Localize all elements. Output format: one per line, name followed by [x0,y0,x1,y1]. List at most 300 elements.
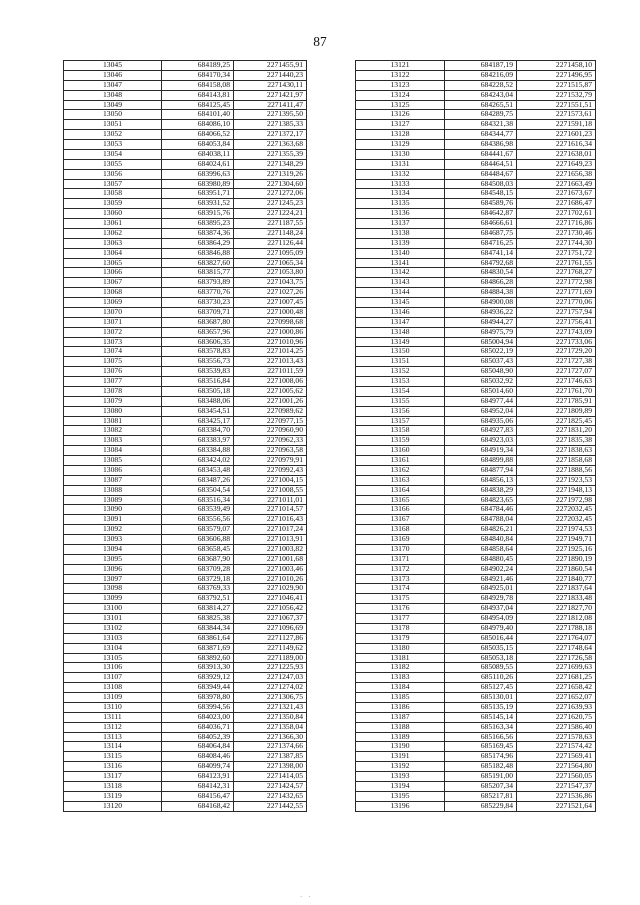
table-row [64,525,307,535]
table-row [356,70,596,80]
table-row [64,584,307,594]
table-row [64,752,307,762]
table-row [356,693,596,703]
y-coordinate-cell: 2271424,57 [234,781,307,791]
x-coordinate-cell: 684156,47 [162,791,234,801]
x-coordinate-cell: 683384,70 [162,426,234,436]
y-coordinate-cell: 2271601,23 [517,130,596,140]
point-number-cell: 13131 [356,159,445,169]
point-number-cell: 13144 [356,288,445,298]
x-coordinate-cell: 684064,84 [162,742,234,752]
table-row [64,614,307,624]
point-number-cell: 13068 [64,288,162,298]
x-coordinate-cell: 683892,60 [162,653,234,663]
table-row [64,347,307,357]
y-coordinate-cell: 2271348,29 [234,159,307,169]
point-number-cell: 13120 [64,801,162,811]
y-coordinate-cell: 2271067,37 [234,614,307,624]
x-coordinate-cell: 685037,43 [445,357,517,367]
point-number-cell: 13128 [356,130,445,140]
y-coordinate-cell: 2271245,23 [234,199,307,209]
point-number-cell: 13110 [64,702,162,712]
x-coordinate-cell: 684975,79 [445,327,517,337]
point-number-cell: 13177 [356,614,445,624]
table-row [356,100,596,110]
y-coordinate-cell: 2271733,06 [517,337,596,347]
x-coordinate-cell: 685110,26 [445,673,517,683]
y-coordinate-cell: 2272032,45 [517,515,596,525]
point-number-cell: 13162 [356,465,445,475]
point-number-cell: 13181 [356,653,445,663]
point-number-cell: 13129 [356,140,445,150]
point-number-cell: 13090 [64,505,162,515]
x-coordinate-cell: 685145,14 [445,712,517,722]
x-coordinate-cell: 683895,23 [162,219,234,229]
point-number-cell: 13136 [356,209,445,219]
table-row [64,288,307,298]
x-coordinate-cell: 684038,11 [162,149,234,159]
y-coordinate-cell: 2270960,90 [234,426,307,436]
point-number-cell: 13174 [356,584,445,594]
x-coordinate-cell: 685127,45 [445,683,517,693]
table-row [356,396,596,406]
x-coordinate-cell: 684441,67 [445,149,517,159]
y-coordinate-cell: 2271355,39 [234,149,307,159]
x-coordinate-cell: 684838,29 [445,485,517,495]
point-number-cell: 13067 [64,278,162,288]
y-coordinate-cell: 2271304,60 [234,179,307,189]
point-number-cell: 13182 [356,663,445,673]
x-coordinate-cell: 684189,25 [162,61,234,71]
point-number-cell: 13151 [356,357,445,367]
point-number-cell: 13103 [64,633,162,643]
point-number-cell: 13172 [356,564,445,574]
y-coordinate-cell: 2271005,62 [234,386,307,396]
x-coordinate-cell: 683425,17 [162,416,234,426]
y-coordinate-cell: 2271729,20 [517,347,596,357]
y-coordinate-cell: 2271016,43 [234,515,307,525]
table-row [64,80,307,90]
table-row [64,209,307,219]
table-row [64,742,307,752]
x-coordinate-cell: 684935,06 [445,416,517,426]
y-coordinate-cell: 2271751,72 [517,248,596,258]
point-number-cell: 13109 [64,693,162,703]
x-coordinate-cell: 684792,68 [445,258,517,268]
y-coordinate-cell: 2271743,09 [517,327,596,337]
point-number-cell: 13154 [356,386,445,396]
y-coordinate-cell: 2271757,94 [517,307,596,317]
y-coordinate-cell: 2271837,64 [517,584,596,594]
table-row [356,742,596,752]
point-number-cell: 13107 [64,673,162,683]
point-number-cell: 13125 [356,100,445,110]
point-number-cell: 13076 [64,367,162,377]
y-coordinate-cell: 2271578,63 [517,732,596,742]
y-coordinate-cell: 2271363,68 [234,140,307,150]
table-row [356,722,596,732]
table-row [356,90,596,100]
table-row [356,732,596,742]
point-number-cell: 13167 [356,515,445,525]
x-coordinate-cell: 684880,45 [445,554,517,564]
x-coordinate-cell: 683864,29 [162,238,234,248]
point-number-cell: 13122 [356,70,445,80]
page-number: 87 [313,34,327,49]
point-number-cell: 13142 [356,268,445,278]
point-number-cell: 13173 [356,574,445,584]
table-row [64,801,307,811]
point-number-cell: 13073 [64,337,162,347]
table-row [356,347,596,357]
y-coordinate-cell: 2271771,69 [517,288,596,298]
point-number-cell: 13060 [64,209,162,219]
x-coordinate-cell: 685032,92 [445,377,517,387]
table-row [64,722,307,732]
x-coordinate-cell: 684687,75 [445,228,517,238]
x-coordinate-cell: 684929,78 [445,594,517,604]
table-row [356,446,596,456]
x-coordinate-cell: 684321,38 [445,120,517,130]
point-number-cell: 13096 [64,564,162,574]
point-number-cell: 13188 [356,722,445,732]
x-coordinate-cell: 685135,19 [445,702,517,712]
point-number-cell: 13193 [356,772,445,782]
y-coordinate-cell: 2271225,93 [234,663,307,673]
y-coordinate-cell: 2271395,50 [234,110,307,120]
y-coordinate-cell: 2270979,91 [234,456,307,466]
x-coordinate-cell: 684823,65 [445,495,517,505]
point-number-cell: 13112 [64,722,162,732]
table-row [356,416,596,426]
y-coordinate-cell: 2271547,37 [517,781,596,791]
table-row [64,762,307,772]
y-coordinate-cell: 2271001,26 [234,396,307,406]
point-number-cell: 13186 [356,702,445,712]
y-coordinate-cell: 2271224,21 [234,209,307,219]
table-row [356,436,596,446]
table-row [356,199,596,209]
table-row [64,159,307,169]
table-row [356,604,596,614]
x-coordinate-cell: 683657,96 [162,327,234,337]
table-row [64,505,307,515]
point-number-cell: 13047 [64,80,162,90]
table-row [356,149,596,159]
point-number-cell: 13170 [356,544,445,554]
table-row [64,702,307,712]
table-row [64,317,307,327]
y-coordinate-cell: 2271840,77 [517,574,596,584]
table-row [356,495,596,505]
x-coordinate-cell: 685163,34 [445,722,517,732]
point-number-cell: 13159 [356,436,445,446]
point-number-cell: 13146 [356,307,445,317]
x-coordinate-cell: 683505,18 [162,386,234,396]
table-row [64,70,307,80]
point-number-cell: 13061 [64,219,162,229]
y-coordinate-cell: 2271620,75 [517,712,596,722]
point-number-cell: 13108 [64,683,162,693]
x-coordinate-cell: 683488,06 [162,396,234,406]
x-coordinate-cell: 683793,89 [162,278,234,288]
y-coordinate-cell: 2271858,68 [517,456,596,466]
x-coordinate-cell: 684977,44 [445,396,517,406]
point-number-cell: 13116 [64,762,162,772]
point-number-cell: 13106 [64,663,162,673]
y-coordinate-cell: 2271564,80 [517,762,596,772]
point-number-cell: 13059 [64,199,162,209]
point-number-cell: 13163 [356,475,445,485]
y-coordinate-cell: 2271411,47 [234,100,307,110]
point-number-cell: 13185 [356,693,445,703]
table-row [64,120,307,130]
table-row [64,653,307,663]
table-row [64,456,307,466]
x-coordinate-cell: 683539,83 [162,367,234,377]
point-number-cell: 13183 [356,673,445,683]
y-coordinate-cell: 2271673,67 [517,189,596,199]
x-coordinate-cell: 685229,84 [445,801,517,811]
point-number-cell: 13158 [356,426,445,436]
table-row [64,248,307,258]
x-coordinate-cell: 683770,76 [162,288,234,298]
y-coordinate-cell: 2271591,18 [517,120,596,130]
table-row [356,268,596,278]
table-row [356,219,596,229]
x-coordinate-cell: 683516,34 [162,495,234,505]
point-number-cell: 13127 [356,120,445,130]
x-coordinate-cell: 684386,98 [445,140,517,150]
table-row [356,61,596,71]
table-row [64,140,307,150]
x-coordinate-cell: 685014,60 [445,386,517,396]
point-number-cell: 13165 [356,495,445,505]
x-coordinate-cell: 684508,03 [445,179,517,189]
point-number-cell: 13088 [64,485,162,495]
table-row [64,357,307,367]
table-row [356,752,596,762]
table-row [356,574,596,584]
table-row [356,584,596,594]
table-row [64,110,307,120]
x-coordinate-cell: 684066,52 [162,130,234,140]
point-number-cell: 13079 [64,396,162,406]
point-number-cell: 13080 [64,406,162,416]
table-row [64,238,307,248]
y-coordinate-cell: 2271029,90 [234,584,307,594]
point-number-cell: 13118 [64,781,162,791]
y-coordinate-cell: 2271649,23 [517,159,596,169]
x-coordinate-cell: 684168,42 [162,801,234,811]
point-number-cell: 13055 [64,159,162,169]
x-coordinate-cell: 683827,60 [162,258,234,268]
y-coordinate-cell: 2271027,26 [234,288,307,298]
y-coordinate-cell: 2271496,95 [517,70,596,80]
point-number-cell: 13111 [64,712,162,722]
point-number-cell: 13070 [64,307,162,317]
point-number-cell: 13190 [356,742,445,752]
y-coordinate-cell: 2271727,38 [517,357,596,367]
y-coordinate-cell: 2271014,25 [234,347,307,357]
y-coordinate-cell: 2271432,65 [234,791,307,801]
table-row [64,179,307,189]
x-coordinate-cell: 683516,84 [162,377,234,387]
y-coordinate-cell: 2271835,38 [517,436,596,446]
x-coordinate-cell: 683579,07 [162,525,234,535]
table-row [64,199,307,209]
x-coordinate-cell: 684884,38 [445,288,517,298]
x-coordinate-cell: 683949,44 [162,683,234,693]
x-coordinate-cell: 684548,15 [445,189,517,199]
point-number-cell: 13178 [356,623,445,633]
point-number-cell: 13155 [356,396,445,406]
y-coordinate-cell: 2271616,34 [517,140,596,150]
x-coordinate-cell: 684228,52 [445,80,517,90]
table-row [356,712,596,722]
point-number-cell: 13160 [356,446,445,456]
y-coordinate-cell: 2271764,07 [517,633,596,643]
table-row [356,456,596,466]
y-coordinate-cell: 2271838,63 [517,446,596,456]
x-coordinate-cell: 685048,90 [445,367,517,377]
y-coordinate-cell: 2271372,17 [234,130,307,140]
table-row [64,663,307,673]
table-row [356,248,596,258]
x-coordinate-cell: 683556,73 [162,357,234,367]
table-row [356,357,596,367]
y-coordinate-cell: 2271681,25 [517,673,596,683]
point-number-cell: 13194 [356,781,445,791]
table-row [356,238,596,248]
y-coordinate-cell: 2271004,15 [234,475,307,485]
point-number-cell: 13166 [356,505,445,515]
y-coordinate-cell: 2271000,48 [234,307,307,317]
y-coordinate-cell: 2271809,89 [517,406,596,416]
point-number-cell: 13098 [64,584,162,594]
coordinates-table-right [355,60,596,812]
x-coordinate-cell: 684099,74 [162,762,234,772]
y-coordinate-cell: 2270992,43 [234,465,307,475]
point-number-cell: 13065 [64,258,162,268]
x-coordinate-cell: 684666,61 [445,219,517,229]
table-row [356,475,596,485]
x-coordinate-cell: 684877,94 [445,465,517,475]
y-coordinate-cell: 2271126,44 [234,238,307,248]
table-row [356,110,596,120]
point-number-cell: 13101 [64,614,162,624]
y-coordinate-cell: 2271053,80 [234,268,307,278]
table-row [356,288,596,298]
y-coordinate-cell: 2271788,18 [517,623,596,633]
x-coordinate-cell: 683687,80 [162,317,234,327]
x-coordinate-cell: 684170,34 [162,70,234,80]
y-coordinate-cell: 2271011,59 [234,367,307,377]
x-coordinate-cell: 684741,14 [445,248,517,258]
point-number-cell: 13066 [64,268,162,278]
point-number-cell: 13064 [64,248,162,258]
y-coordinate-cell: 2271247,03 [234,673,307,683]
point-number-cell: 13189 [356,732,445,742]
x-coordinate-cell: 684187,19 [445,61,517,71]
x-coordinate-cell: 685130,01 [445,693,517,703]
y-coordinate-cell: 2271560,05 [517,772,596,782]
y-coordinate-cell: 2270989,62 [234,406,307,416]
table-row [64,327,307,337]
table-row [356,485,596,495]
x-coordinate-cell: 683861,64 [162,633,234,643]
x-coordinate-cell: 684158,08 [162,80,234,90]
table-row [64,535,307,545]
x-coordinate-cell: 684023,00 [162,712,234,722]
x-coordinate-cell: 683606,35 [162,337,234,347]
point-number-cell: 13123 [356,80,445,90]
point-number-cell: 13196 [356,801,445,811]
y-coordinate-cell: 2271569,41 [517,752,596,762]
x-coordinate-cell: 683951,71 [162,189,234,199]
y-coordinate-cell: 2271017,24 [234,525,307,535]
point-number-cell: 13095 [64,554,162,564]
x-coordinate-cell: 683931,52 [162,199,234,209]
x-coordinate-cell: 684125,45 [162,100,234,110]
point-number-cell: 13093 [64,535,162,545]
y-coordinate-cell: 2271770,06 [517,298,596,308]
table-row [64,61,307,71]
x-coordinate-cell: 683578,83 [162,347,234,357]
table-row [64,416,307,426]
x-coordinate-cell: 683729,18 [162,574,234,584]
x-coordinate-cell: 683846,88 [162,248,234,258]
y-coordinate-cell: 2271127,86 [234,633,307,643]
y-coordinate-cell: 2271008,06 [234,377,307,387]
point-number-cell: 13050 [64,110,162,120]
y-coordinate-cell: 2271699,63 [517,663,596,673]
point-number-cell: 13046 [64,70,162,80]
table-row [356,535,596,545]
table-row [356,278,596,288]
x-coordinate-cell: 684919,34 [445,446,517,456]
y-coordinate-cell: 2271925,16 [517,544,596,554]
y-coordinate-cell: 2271761,70 [517,386,596,396]
x-coordinate-cell: 684784,46 [445,505,517,515]
x-coordinate-cell: 685016,44 [445,633,517,643]
table-row [356,189,596,199]
x-coordinate-cell: 684902,24 [445,564,517,574]
y-coordinate-cell: 2271658,42 [517,683,596,693]
point-number-cell: 13124 [356,90,445,100]
y-coordinate-cell: 2271923,53 [517,475,596,485]
table-row [64,465,307,475]
y-coordinate-cell: 2271440,23 [234,70,307,80]
point-number-cell: 13140 [356,248,445,258]
x-coordinate-cell: 684952,04 [445,406,517,416]
y-coordinate-cell: 2271010,96 [234,337,307,347]
x-coordinate-cell: 683994,56 [162,702,234,712]
table-row [356,762,596,772]
y-coordinate-cell: 2271272,06 [234,189,307,199]
point-number-cell: 13078 [64,386,162,396]
table-row [356,130,596,140]
point-number-cell: 13105 [64,653,162,663]
y-coordinate-cell: 2271638,01 [517,149,596,159]
x-coordinate-cell: 684858,64 [445,544,517,554]
table-row [64,426,307,436]
x-coordinate-cell: 683844,34 [162,623,234,633]
table-row [356,623,596,633]
table-row [64,574,307,584]
x-coordinate-cell: 684243,04 [445,90,517,100]
table-row [64,683,307,693]
